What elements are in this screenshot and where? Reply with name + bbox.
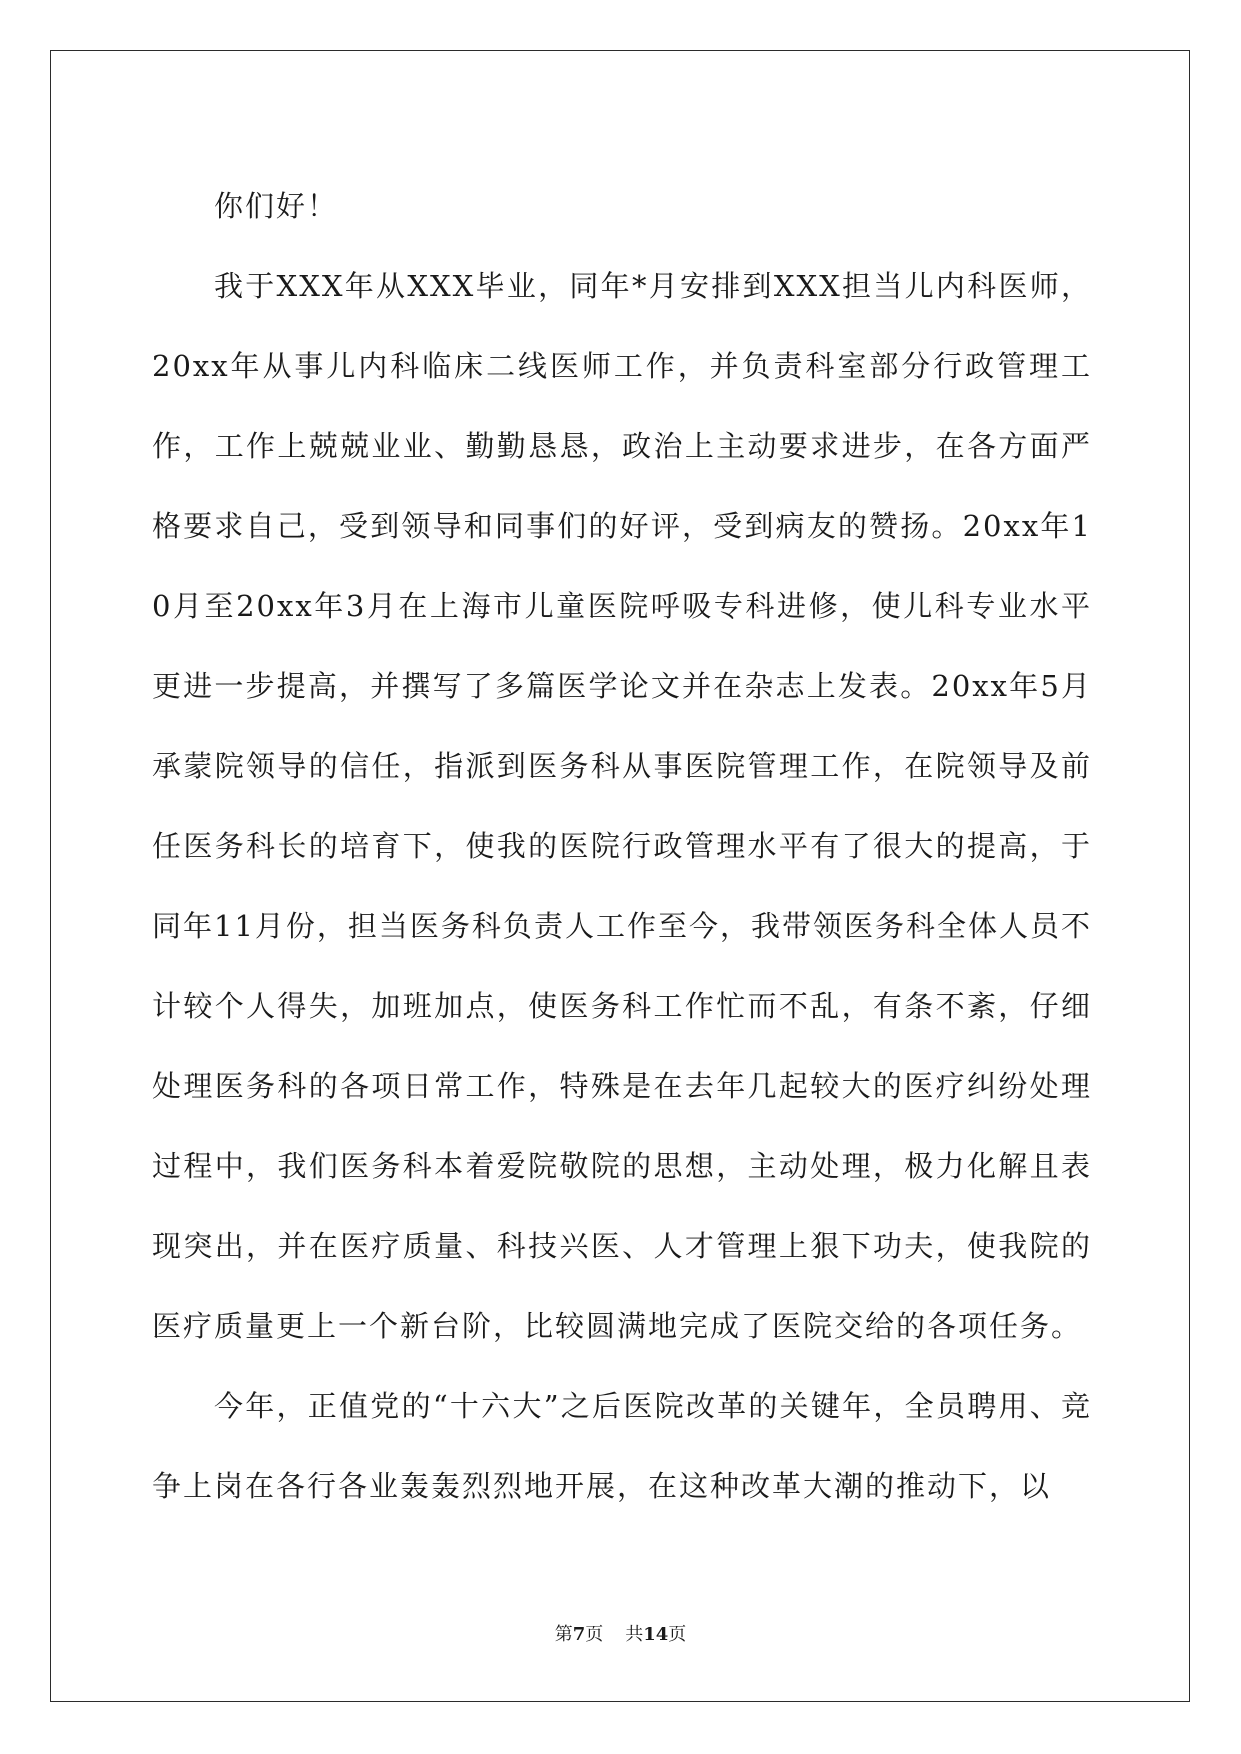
total-pages-number: 14	[643, 1624, 669, 1645]
footer-prefix: 第	[554, 1624, 573, 1645]
footer-total-unit: 页	[668, 1624, 687, 1645]
footer-total-prefix: 共	[625, 1624, 644, 1645]
body-paragraph: 今年，正值党的“十六大”之后医院改革的关键年，全员聘用、竞争上岗在各行各业轰轰烈烈地开展，在这种改革大潮的推动下，以	[152, 1389, 1092, 1503]
document-body	[152, 166, 1092, 1526]
current-page-number: 7	[572, 1624, 586, 1645]
body-paragraph: 我于XXX年从XXX毕业，同年*月安排到XXX担当儿内科医师，20xx年从事儿内科临床二线医师工作，并负责科室部分行政管理工作，工作上兢兢业业、勤勤恳恳，政治上主动要求进步，在各方面严格要求自己，受到领导和同事们的好评，受到病友的赞扬。20xx年10月至20xx年3月在上海市儿童医院呼吸专科进修，使儿科专业水平更进一步提高，并撰写了多篇医学论文并在杂志上发表。20xx年5月承蒙院领导的信任，指派到医务科从事医院管理工作，在院领导及前任医务科长的培育下，使我的医院行政管理水平有了很大的提高，于同年11月份，担当医务科负责人工作至今，我带领医务科全体人员不计较个人得失，加班加点，使医务科工作忙而不乱，有条不紊，仔细处理医务科的各项日常工作，特殊是在去年几起较大的医疗纠纷处理过程中，我们医务科本着爱院敬院的思想，主动处理，极力化解且表现突出，并在医疗质量、科技兴医、人才管理上狠下功夫，使我院的医疗质量更上一个新台阶，比较圆满地完成了医院交给的各项任务。	[152, 269, 1092, 1343]
footer-page-unit: 页	[585, 1624, 604, 1645]
greeting-paragraph: 你们好！	[214, 189, 339, 223]
page-footer	[0, 1620, 1241, 1646]
